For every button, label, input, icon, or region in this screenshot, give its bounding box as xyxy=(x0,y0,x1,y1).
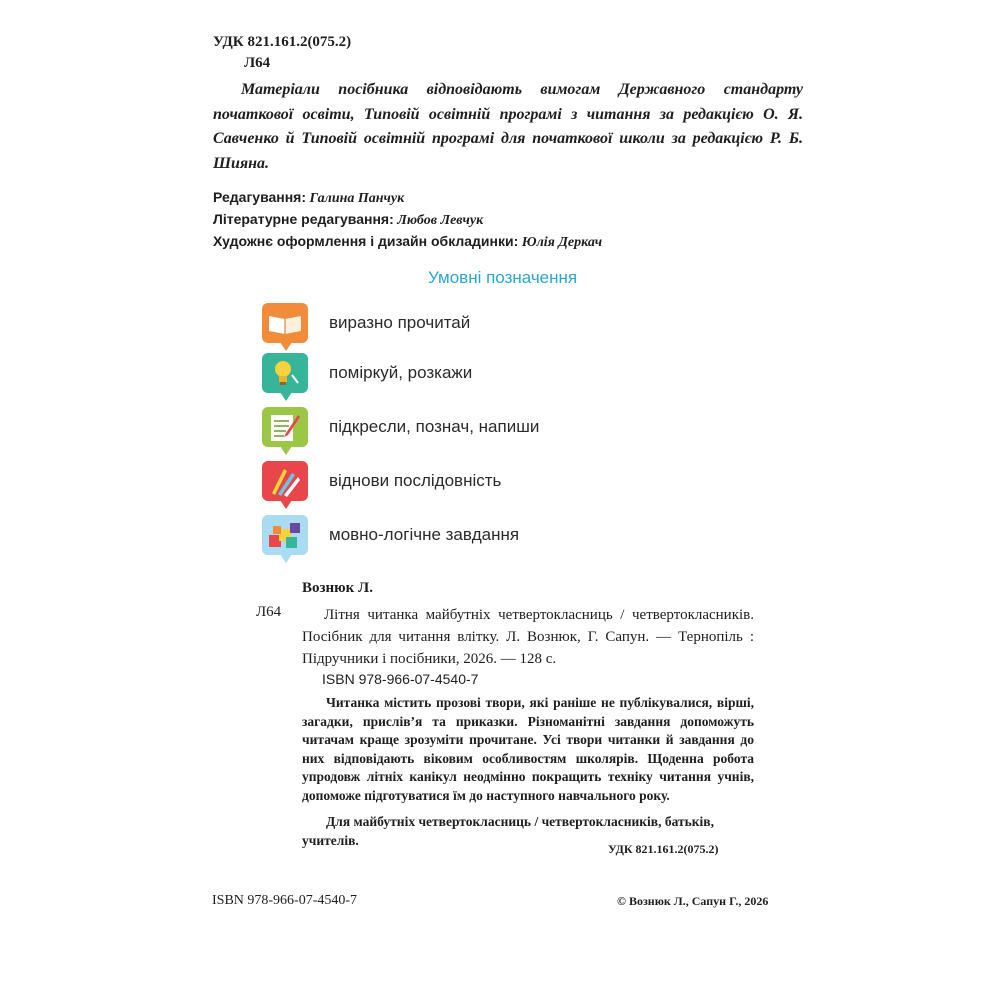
legend-item-logic xyxy=(262,511,519,559)
udk-code: УДК 821.161.2(075.2) xyxy=(213,34,352,50)
credits-block xyxy=(213,187,602,253)
credit-editing xyxy=(213,187,602,209)
pencils-icon xyxy=(262,461,308,501)
legend-title: Умовні позначення xyxy=(428,268,578,287)
legend-item-sequence xyxy=(262,457,501,505)
bibliography-summary: Читанка містить прозові твори, які раніше не публікувалися, вірші, загадки, прислів’я та приказки. Різноманітні завдання допоможуть читачам краще зрозуміти прочитане. Усі твори читанки й завдання до них відповідають віковим особливостям школярів. Щоденна робота упродовж літніх канікул неодмінно покращить техніку читання учнів, допоможе підготуватися їм до наступного навчального року. xyxy=(302,695,754,803)
pencil-notes-icon xyxy=(262,407,308,447)
legend-item-write xyxy=(262,403,539,451)
legend-item-read xyxy=(262,299,470,347)
bibliography-audience: Для майбутніх четвертокласниць / четвертокласників, батьків, учителів. xyxy=(302,814,714,848)
annotation-paragraph: Матеріали посібника відповідають вимогам Державного стандарту початкової освіти, Типовій освітній програмі з читання за редакцією О. Я. Савченко й Типовій освітній програмі для початкової школи за редакцією Р. Б. Шияна. xyxy=(213,81,803,172)
legend-label: підкресли, познач, напиши xyxy=(329,417,540,436)
bibliography-code: Л64 xyxy=(256,604,282,620)
bibliography-udk: УДК 821.161.2(075.2) xyxy=(608,842,719,856)
footer-copyright: © Вознюк Л., Сапун Г., 2026 xyxy=(617,894,769,908)
legend-label: віднови послідовність xyxy=(329,471,502,490)
credit-design xyxy=(213,231,602,253)
footer-isbn: ISBN 978-966-07-4540-7 xyxy=(212,893,358,908)
bibliography-isbn: ISBN 978-966-07-4540-7 xyxy=(322,671,479,687)
udk-header xyxy=(213,32,351,74)
lightbulb-icon xyxy=(262,353,308,393)
legend-label: мовно-логічне завдання xyxy=(329,525,520,544)
credit-role: Художнє оформлення і дизайн обкладинки: xyxy=(213,233,519,249)
credit-name: Юлія Деркач xyxy=(521,235,603,250)
open-book-icon xyxy=(262,303,308,343)
author-mark: Л64 xyxy=(244,55,271,71)
bibliography-entry: Літня читанка майбутніх четвертокласниць / четвертокласників. Посібник для читання влітку. Л. Вознюк, Г. Сапун. — Тернопіль : Підручники і посібники, 2026. — 128 с. xyxy=(302,607,754,667)
legend-label: виразно прочитай xyxy=(329,313,471,332)
legend-item-think xyxy=(262,349,472,397)
credit-name: Галина Панчук xyxy=(309,191,405,206)
credit-role: Літературне редагування: xyxy=(213,211,394,227)
legend-label: поміркуй, розкажи xyxy=(329,363,473,382)
bibliography-author: Вознюк Л. xyxy=(302,580,373,596)
puzzle-icon xyxy=(262,515,308,555)
credit-literary-editing xyxy=(213,209,602,231)
credit-role: Редагування: xyxy=(213,189,307,205)
credit-name: Любов Левчук xyxy=(397,213,484,228)
